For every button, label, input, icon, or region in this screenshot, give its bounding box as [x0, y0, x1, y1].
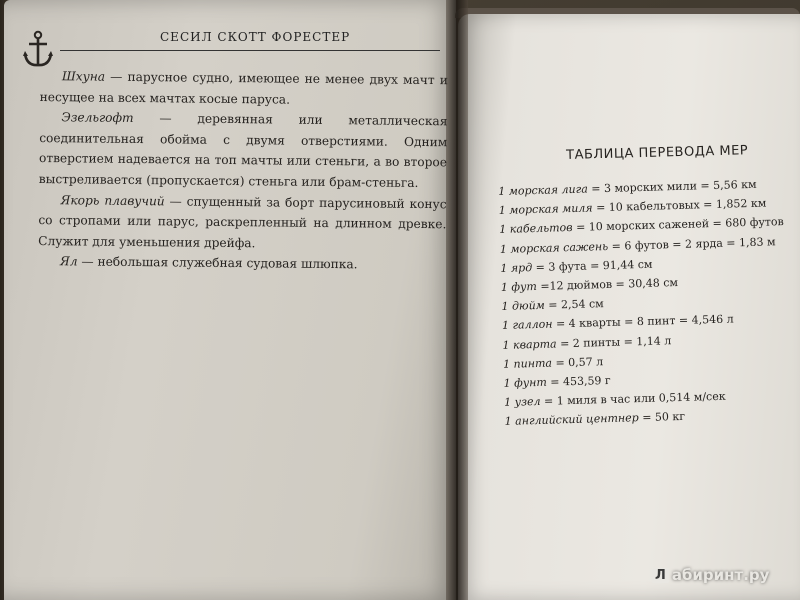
conversion-unit: 1 фут: [500, 279, 538, 294]
conversion-value: = 1 миля в час или 0,514 м/сек: [540, 389, 726, 409]
glossary-entry: [39, 107, 448, 194]
conversion-table: [498, 174, 800, 432]
conversion-value: = 2 пинты = 1,14 л: [556, 333, 672, 351]
glossary-term: Ял: [59, 254, 78, 269]
conversion-value: = 453,59 г: [546, 373, 611, 389]
conversion-unit: 1 узел: [503, 395, 541, 410]
book-gutter: [446, 0, 468, 600]
conversion-value: =12 дюймов = 30,48 см: [536, 276, 679, 293]
watermark: [652, 566, 769, 584]
header-rule: [60, 50, 440, 51]
glossary: [38, 66, 448, 276]
conversion-unit: 1 фунт: [503, 375, 547, 390]
glossary-entry: [38, 190, 447, 256]
glossary-term: Якорь плавучий: [60, 192, 165, 208]
conversion-value: = 10 морских саженей = 680 футов: [572, 215, 784, 235]
conversion-value: = 6 футов = 2 ярда = 1,83 м: [607, 234, 776, 253]
glossary-term: Эзельгофт: [61, 110, 134, 126]
conversion-value: = 2,54 см: [544, 297, 604, 312]
glossary-term: Шхуна: [61, 69, 106, 84]
conversion-unit: 1 английский центнер: [504, 411, 639, 429]
conversion-value: = 3 фута = 91,44 см: [532, 257, 653, 274]
conversion-value: = 4 кварты = 8 пинт = 4,546 л: [552, 312, 734, 331]
watermark-badge: Л: [652, 568, 669, 583]
glossary-definition: — парусное судно, имеющее не менее двух мачт и несущее на всех мачтах косые паруса.: [39, 69, 448, 107]
conversion-value: = 3 морских мили = 5,56 км: [587, 177, 757, 196]
table-title: ТАБЛИЦА ПЕРЕВОДА МЕР: [566, 143, 749, 163]
glossary-entry: [40, 66, 448, 111]
watermark-text: абиринт.ру: [671, 566, 770, 584]
running-title: СЕСИЛ СКОТТ ФОРЕСТЕР: [160, 30, 351, 44]
glossary-definition: — спущенный за борт парусиновый конус со стропами или парус, раскрепленный на длинном древке. Служит для уменьшения дрейфа.: [38, 193, 447, 251]
conversion-unit: 1 галлон: [501, 317, 553, 333]
anchor-icon: [22, 30, 54, 70]
conversion-unit: 1 пинта: [502, 356, 553, 371]
glossary-definition: — небольшая служебная судовая шлюпка.: [77, 254, 358, 272]
conversion-value: = 0,57 л: [551, 354, 604, 370]
conversion-unit: 1 кварта: [502, 337, 557, 352]
glossary-definition: — деревянная или металлическая соединительная обойма с двумя отверстиями. Одним отверстием надевается на топ мачты или стеньги, а во второе выстреливается (пропускается) стеньга или брам-стеньга.: [38, 111, 448, 190]
glossary-entry: [38, 251, 446, 276]
conversion-value: = 10 кабельтовых = 1,852 км: [592, 196, 767, 215]
conversion-unit: 1 морская миля: [498, 201, 593, 218]
conversion-value: = 50 кг: [638, 410, 686, 425]
conversion-unit: 1 дюйм: [501, 298, 546, 314]
conversion-unit: 1 морская лига: [498, 182, 588, 198]
conversion-unit: 1 кабельтов: [499, 221, 573, 237]
conversion-unit: 1 ярд: [500, 260, 533, 275]
conversion-unit: 1 морская сажень: [499, 239, 609, 256]
